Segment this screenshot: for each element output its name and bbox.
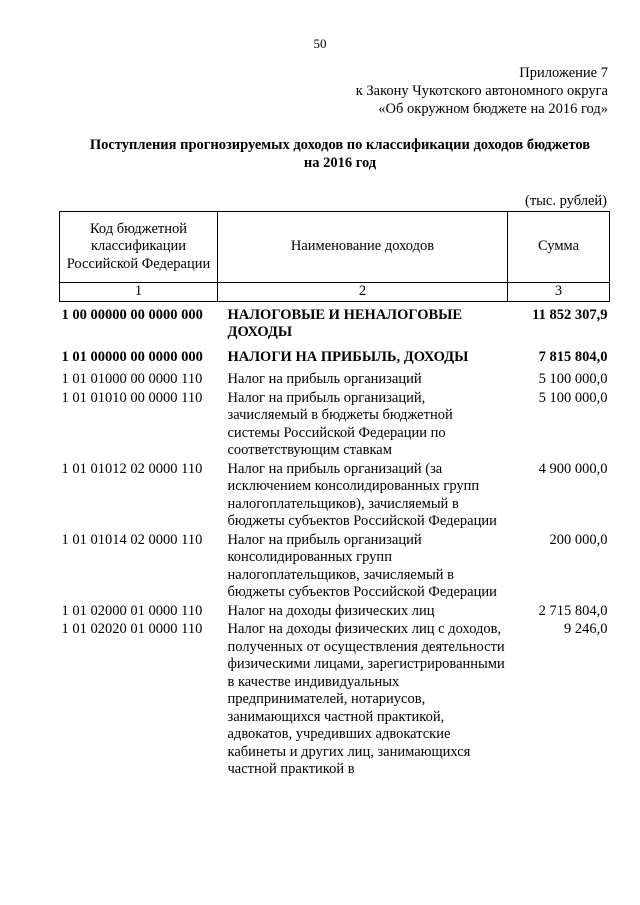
table-row xyxy=(60,389,610,460)
document-title-line-2: на 2016 год xyxy=(303,155,377,171)
row-name: Налог на прибыль организаций, зачисляемый в бюджеты бюджетной системы Российской Федерации по соответствующим ставкам xyxy=(227,389,453,458)
row-code: 1 01 01014 02 0000 110 xyxy=(61,531,203,548)
table-row xyxy=(60,370,610,389)
appendix-line-3: «Об окружном бюджете на 2016 год» xyxy=(378,101,608,117)
table-row xyxy=(60,460,610,531)
appendix-line-2: к Закону Чукотского автономного округа xyxy=(355,83,608,99)
row-amount: 5 100 000,0 xyxy=(538,389,608,406)
row-amount: 2 715 804,0 xyxy=(538,602,608,619)
row-name: Налог на доходы физических лиц с доходов, полученных от осуществления деятельности физическими лицами, зарегистрированными в качестве индивидуальных предпринимателей, нотариусов, занимающихся частной практикой, адвокатов, учредивших адвокатские кабинеты и других лиц, занимающихся частной практикой в xyxy=(227,621,505,777)
table-row xyxy=(60,620,610,779)
row-name: НАЛОГИ НА ПРИБЫЛЬ, ДОХОДЫ xyxy=(227,348,469,365)
row-code: 1 01 01012 02 0000 110 xyxy=(61,460,203,477)
row-name: Налог на прибыль организаций (за исключением консолидированных групп налогоплательщиков), зачисляемый в бюджеты субъектов Российской Федерации xyxy=(227,460,497,529)
units-label: (тыс. рублей) xyxy=(525,193,607,209)
header-amount: Сумма xyxy=(508,212,610,283)
row-amount: 5 100 000,0 xyxy=(538,371,608,387)
table-header-row xyxy=(60,212,610,283)
row-code: 1 01 01010 00 0000 110 xyxy=(61,389,203,406)
row-name: Налог на прибыль организаций xyxy=(227,371,422,387)
row-amount: 11 852 307,9 xyxy=(532,306,608,323)
row-code: 1 00 00000 00 0000 000 xyxy=(61,306,203,323)
header-name: Наименование доходов xyxy=(218,212,508,283)
appendix-line-1: Приложение 7 xyxy=(519,65,608,81)
row-code: 1 01 02020 01 0000 110 xyxy=(61,621,203,637)
row-code: 1 01 00000 00 0000 000 xyxy=(61,348,203,365)
row-name: НАЛОГОВЫЕ И НЕНАЛОГОВЫЕ ДОХОДЫ xyxy=(227,306,463,340)
row-amount: 7 815 804,0 xyxy=(538,348,608,365)
document-title-line-1: Поступления прогнозируемых доходов по классификации доходов бюджетов xyxy=(89,137,591,153)
column-number: 3 xyxy=(508,283,610,302)
row-amount: 200 000,0 xyxy=(549,531,608,548)
table-row xyxy=(60,301,610,342)
row-code: 1 01 02000 01 0000 110 xyxy=(61,602,203,619)
table-row xyxy=(60,342,610,371)
column-number: 1 xyxy=(60,283,218,302)
document-title xyxy=(50,136,630,172)
header-code: Код бюджетной классификации Российской Федерации xyxy=(60,212,218,283)
column-number-row xyxy=(60,283,610,302)
column-number: 2 xyxy=(218,283,508,302)
income-table xyxy=(59,211,610,779)
table-row xyxy=(60,531,610,602)
row-amount: 4 900 000,0 xyxy=(538,460,608,477)
appendix-header xyxy=(356,64,608,118)
table-row xyxy=(60,602,610,621)
row-name: Налог на доходы физических лиц xyxy=(227,602,435,619)
row-code: 1 01 01000 00 0000 110 xyxy=(61,371,203,387)
row-amount: 9 246,0 xyxy=(564,621,608,637)
page-number: 50 xyxy=(313,36,327,51)
row-name: Налог на прибыль организаций консолидированных групп налогоплательщиков, зачисляемый в бюджеты субъектов Российской Федерации xyxy=(227,531,497,600)
